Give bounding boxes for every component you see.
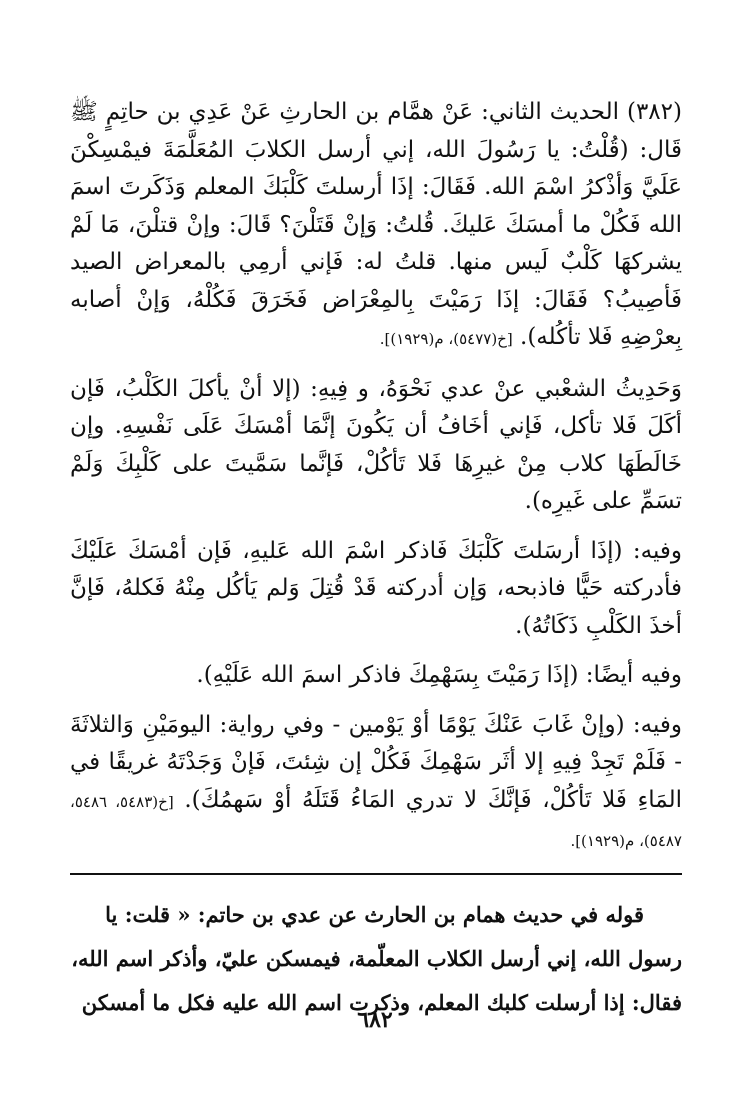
page-number: ٦٨٢	[357, 1007, 393, 1033]
hadith-text: عَنْ همَّام بن الحارثِ عَنْ عَدِي بن حاتِمٍ ﷺ قَال: (قُلْتُ: يا رَسُولَ الله، إني أرسل الكلابَ المُعَلَّمَةَ فيمْسِكْنَ عَلَيَّ وَأذْكرُ اسْمَ الله. فَقَالَ: إذَا أرسلتَ كَلْبَكَ المعلم وَذَكَرتَ اسمَ الله فَكُلْ ما أمسَكَ عَليكَ. قُلتُ: وَإنْ قَتَلْنَ؟ قَالَ: وإنْ قتلْنَ، مَا لَمْ يشركهَا كَلْبٌ لَيس منها. قلتُ له: فَإني أرمِي بالمعراض الصيد فَأصِيبُ؟ فَقَالَ: إذَا رَمَيْتَ بِالمِعْرَاض فَخَرَقَ فَكُلْهُ، وَإنْ أصابه بِعرْضِهِ فَلا تأكُله).	[70, 99, 682, 350]
hadith-reference: [خ(٥٤٧٧)، م(١٩٢٩)].	[379, 330, 513, 348]
footnote-divider	[70, 873, 682, 875]
hadith-paragraph-5	[70, 707, 682, 861]
hadith-text: وفيه: (وإنْ غَابَ عَنْكَ يَوْمًا أوْ يَوْمين - وفي رواية: اليومَيْنِ وَالثلاثَةَ - فَلَمْ تَجِدْ فِيهِ إلا أثَر سَهْمِكَ فَكُلْ إن شِئتَ، فَإنْ وَجَدْتَهُ غريقًا في المَاءِ فَلا تَأكُلْ، فَإنَّكَ لا تدري المَاءُ قَتَلَهُ أوْ سَهمُكَ).	[70, 711, 682, 813]
footnote-line: رسول الله، إني أرسل الكلاب المعلّمة، فيمسكن عليّ، وأذكر اسم الله،	[71, 945, 682, 971]
hadith-reference: [خ(٥٤٨٣، ٥٤٨٦، ٥٤٨٧)، م(١٩٢٩)].	[70, 792, 682, 850]
footnote-line: فقال: إذا أرسلت كلبك المعلم، وذكرت اسم الله عليه فكل ما أمسكن	[81, 989, 682, 1015]
hadith-text: وفيه: (إذَا أرسَلتَ كَلْبَكَ فَاذكر اسْمَ الله عَليهِ، فَإن أمْسَكَ عَلَيْكَ فأدركته حَيًّا فاذبحه، وَإن أدركته قَدْ قُتِلَ وَلم يَأكُل مِنْهُ فَكلهُ، فَإنَّ أخذَ الكَلْبِ ذَكَاتُهُ).	[70, 537, 682, 639]
footnote-line: قوله في حديث همام بن الحارث عن عدي بن حاتم: « قلت: يا	[105, 901, 644, 927]
hadith-text: وفيه أيضًا: (إذَا رَمَيْتَ بِسَهْمِكَ فاذكر اسمَ الله عَلَيْهِ).	[196, 662, 682, 688]
hadith-text: وَحَدِيثُ الشعْبي عنْ عدي نَحْوَهُ، و فِيهِ: (إلا أنْ يأكلَ الكَلْبُ، فَإن أكَلَ فَلا تأكل، فَإني أخَافُ أن يَكُونَ إنَّمَا أمْسَكَ عَلَى نَفْسِهِ. وإن خَالَطَهَا كلاب مِنْ غيرِهَا فَلا تَأكُلْ، فَإنَّما سَمَّيتَ على كَلْبِكَ وَلَمْ تسَمِّ على غَيرِه).	[70, 375, 682, 514]
hadith-paragraph-1	[70, 94, 682, 359]
hadith-paragraph-3	[70, 533, 682, 646]
hadith-paragraph-2	[70, 371, 682, 521]
footnote	[70, 893, 682, 1025]
hadith-number-title: (٣٨٢) الحديث الثاني:	[481, 99, 682, 125]
hadith-paragraph-4	[70, 657, 682, 695]
